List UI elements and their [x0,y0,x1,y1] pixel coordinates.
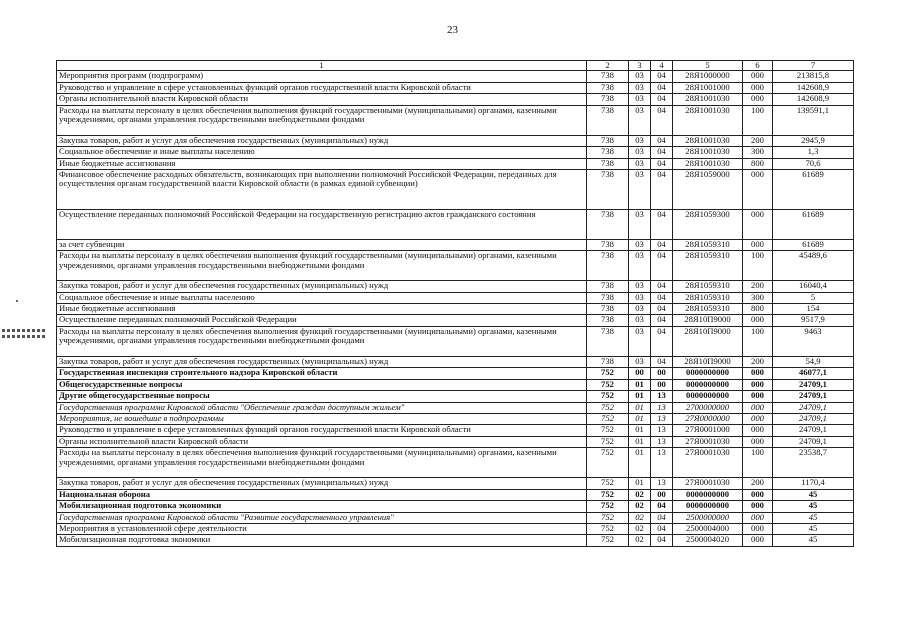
section-cell: 02 [629,535,651,546]
row-name-cell: Руководство и управление в сфере установленных функций органов государственной власти Кировской области [57,82,587,93]
table-row [57,501,854,512]
ministry-code-cell: 752 [587,414,629,425]
subsection-cell: 13 [651,402,673,413]
table-row [57,147,854,158]
section-cell: 03 [629,357,651,368]
table-row [57,251,854,281]
target-article-cell: 27Я0001000 [673,425,743,436]
target-article-cell: 0000000000 [673,489,743,500]
row-name-cell: Расходы на выплаты персоналу в целях обеспечения выполнения функций государственными (муниципальными) органами, казенными учреждениями, органами управления государственными внебюджетными фондами [57,251,587,281]
target-article-cell: 28Я1000000 [673,71,743,82]
row-name-cell: Государственная инспекция строительного надзора Кировской области [57,368,587,379]
ministry-code-cell: 738 [587,147,629,158]
section-cell: 03 [629,147,651,158]
ministry-code-cell: 752 [587,402,629,413]
page-number: 23 [447,24,458,36]
row-name-cell: Органы исполнительной власти Кировской области [57,436,587,447]
header-cell: 4 [651,61,673,71]
section-cell: 02 [629,489,651,500]
subsection-cell: 13 [651,448,673,478]
section-cell: 01 [629,391,651,402]
target-article-cell: 28Я1059310 [673,304,743,315]
row-name-cell: Государственная программа Кировской области "Развитие государственного управления" [57,512,587,523]
subsection-cell: 04 [651,326,673,356]
expense-type-cell: 000 [743,71,773,82]
subsection-cell: 00 [651,489,673,500]
expense-type-cell: 200 [743,135,773,146]
subsection-cell: 00 [651,379,673,390]
target-article-cell: 28Я1001030 [673,135,743,146]
expense-type-cell: 100 [743,448,773,478]
target-article-cell: 0000000000 [673,501,743,512]
row-name-cell: Национальная оборона [57,489,587,500]
row-name-cell: Общегосударственные вопросы [57,379,587,390]
amount-cell: 23538,7 [773,448,854,478]
subsection-cell: 04 [651,535,673,546]
table-row [57,368,854,379]
table-row [57,523,854,534]
target-article-cell: 0000000000 [673,391,743,402]
expense-type-cell: 000 [743,391,773,402]
ministry-code-cell: 752 [587,425,629,436]
target-article-cell: 28Я1059310 [673,292,743,303]
amount-cell: 142608,9 [773,82,854,93]
table-row [57,105,854,135]
expense-type-cell: 000 [743,512,773,523]
subsection-cell: 04 [651,82,673,93]
ministry-code-cell: 738 [587,94,629,105]
amount-cell: 24709,1 [773,414,854,425]
scan-speck [16,300,18,302]
amount-cell: 139591,1 [773,105,854,135]
subsection-cell: 04 [651,169,673,209]
ministry-code-cell: 752 [587,448,629,478]
expense-type-cell: 000 [743,535,773,546]
row-name-cell: Иные бюджетные ассигнования [57,304,587,315]
subsection-cell: 13 [651,414,673,425]
target-article-cell: 28Я10П9000 [673,315,743,326]
header-cell: 7 [773,61,854,71]
table-header-row [57,61,854,71]
amount-cell: 9517,9 [773,315,854,326]
expense-type-cell: 000 [743,379,773,390]
ministry-code-cell: 738 [587,169,629,209]
amount-cell: 24709,1 [773,436,854,447]
subsection-cell: 04 [651,523,673,534]
table-row [57,71,854,82]
table-row [57,357,854,368]
scan-margin-marks [2,326,46,341]
row-name-cell: Социальное обеспечение и иные выплаты населению [57,147,587,158]
table-row [57,292,854,303]
table-row [57,315,854,326]
amount-cell: 54,9 [773,357,854,368]
budget-table [56,60,854,547]
table-row [57,478,854,489]
amount-cell: 45489,6 [773,251,854,281]
section-cell: 01 [629,414,651,425]
ministry-code-cell: 738 [587,71,629,82]
target-article-cell: 28Я1059310 [673,239,743,250]
target-article-cell: 0000000000 [673,368,743,379]
ministry-code-cell: 738 [587,105,629,135]
subsection-cell: 04 [651,94,673,105]
header-cell: 5 [673,61,743,71]
section-cell: 03 [629,251,651,281]
ministry-code-cell: 738 [587,281,629,292]
row-name-cell: Расходы на выплаты персоналу в целях обеспечения выполнения функций государственными (муниципальными) органами, казенными учреждениями, органами управления государственными внебюджетными фондами [57,326,587,356]
amount-cell: 213815,8 [773,71,854,82]
amount-cell: 61689 [773,169,854,209]
expense-type-cell: 800 [743,158,773,169]
amount-cell: 1170,4 [773,478,854,489]
expense-type-cell: 000 [743,315,773,326]
section-cell: 03 [629,169,651,209]
target-article-cell: 2500004020 [673,535,743,546]
expense-type-cell: 000 [743,425,773,436]
target-article-cell: 27Я0000000 [673,414,743,425]
section-cell: 01 [629,379,651,390]
table-row [57,82,854,93]
target-article-cell: 28Я1059000 [673,169,743,209]
target-article-cell: 0000000000 [673,379,743,390]
section-cell: 03 [629,158,651,169]
subsection-cell: 04 [651,135,673,146]
ministry-code-cell: 738 [587,239,629,250]
subsection-cell: 00 [651,368,673,379]
ministry-code-cell: 752 [587,501,629,512]
row-name-cell: Мероприятия в установленной сфере деятельности [57,523,587,534]
ministry-code-cell: 752 [587,379,629,390]
expense-type-cell: 100 [743,251,773,281]
amount-cell: 45 [773,501,854,512]
target-article-cell: 2500000000 [673,512,743,523]
ministry-code-cell: 738 [587,315,629,326]
row-name-cell: Социальное обеспечение и иные выплаты населению [57,292,587,303]
row-name-cell: Закупка товаров, работ и услуг для обеспечения государственных (муниципальных) нужд [57,357,587,368]
subsection-cell: 04 [651,304,673,315]
table-row [57,281,854,292]
table-row [57,512,854,523]
section-cell: 02 [629,501,651,512]
row-name-cell: Закупка товаров, работ и услуг для обеспечения государственных (муниципальных) нужд [57,281,587,292]
section-cell: 02 [629,512,651,523]
target-article-cell: 28Я1001030 [673,158,743,169]
section-cell: 03 [629,292,651,303]
ministry-code-cell: 738 [587,251,629,281]
subsection-cell: 04 [651,315,673,326]
ministry-code-cell: 738 [587,158,629,169]
target-article-cell: 28Я1059310 [673,281,743,292]
header-cell: 2 [587,61,629,71]
amount-cell: 45 [773,489,854,500]
subsection-cell: 04 [651,251,673,281]
expense-type-cell: 000 [743,489,773,500]
row-name-cell: Расходы на выплаты персоналу в целях обеспечения выполнения функций государственными (муниципальными) органами, казенными учреждениями, органами управления государственными внебюджетными фондами [57,448,587,478]
table-row [57,379,854,390]
amount-cell: 61689 [773,239,854,250]
expense-type-cell: 000 [743,82,773,93]
ministry-code-cell: 738 [587,326,629,356]
row-name-cell: Финансовое обеспечение расходных обязательств, возникающих при выполнении полномочий Российской Федерации, переданных для осуществления органам государственной власти Кировской области (в рамках единой субвенции) [57,169,587,209]
ministry-code-cell: 738 [587,304,629,315]
expense-type-cell: 800 [743,304,773,315]
expense-type-cell: 200 [743,478,773,489]
target-article-cell: 28Я1001030 [673,105,743,135]
expense-type-cell: 000 [743,402,773,413]
row-name-cell: Другие общегосударственные вопросы [57,391,587,402]
section-cell: 03 [629,239,651,250]
expense-type-cell: 000 [743,368,773,379]
table-row [57,391,854,402]
amount-cell: 70,6 [773,158,854,169]
table-row [57,425,854,436]
subsection-cell: 04 [651,71,673,82]
target-article-cell: 27Я0001030 [673,448,743,478]
scan-mark [2,335,46,338]
expense-type-cell: 000 [743,169,773,209]
header-cell: 6 [743,61,773,71]
table-row [57,436,854,447]
ministry-code-cell: 752 [587,512,629,523]
subsection-cell: 04 [651,281,673,292]
subsection-cell: 13 [651,425,673,436]
amount-cell: 24709,1 [773,379,854,390]
row-name-cell: Иные бюджетные ассигнования [57,158,587,169]
amount-cell: 45 [773,535,854,546]
section-cell: 03 [629,315,651,326]
amount-cell: 61689 [773,209,854,239]
amount-cell: 24709,1 [773,425,854,436]
expense-type-cell: 100 [743,105,773,135]
expense-type-cell: 300 [743,292,773,303]
ministry-code-cell: 738 [587,209,629,239]
subsection-cell: 13 [651,478,673,489]
table-row [57,209,854,239]
ministry-code-cell: 752 [587,478,629,489]
section-cell: 03 [629,71,651,82]
subsection-cell: 13 [651,436,673,447]
header-cell: 1 [57,61,587,71]
expense-type-cell: 200 [743,357,773,368]
amount-cell: 45 [773,512,854,523]
row-name-cell: Государственная программа Кировской области "Обеспечение граждан доступным жильем" [57,402,587,413]
row-name-cell: Мероприятия программ (подпрограмм) [57,71,587,82]
subsection-cell: 04 [651,209,673,239]
ministry-code-cell: 752 [587,523,629,534]
table-row [57,239,854,250]
section-cell: 01 [629,478,651,489]
target-article-cell: 27Я0001030 [673,436,743,447]
table-row [57,94,854,105]
row-name-cell: Мобилизационная подготовка экономики [57,501,587,512]
table-row [57,448,854,478]
row-name-cell: Закупка товаров, работ и услуг для обеспечения государственных (муниципальных) нужд [57,135,587,146]
expense-type-cell: 100 [743,326,773,356]
row-name-cell: Осуществление переданных полномочий Российской Федерации [57,315,587,326]
table-row [57,414,854,425]
ministry-code-cell: 738 [587,82,629,93]
header-cell: 3 [629,61,651,71]
ministry-code-cell: 738 [587,357,629,368]
row-name-cell: Мобилизационная подготовка экономики [57,535,587,546]
section-cell: 03 [629,105,651,135]
section-cell: 01 [629,436,651,447]
row-name-cell: за счет субвенции [57,239,587,250]
row-name-cell: Мероприятия, не вошедшие в подпрограммы [57,414,587,425]
target-article-cell: 2700000000 [673,402,743,413]
amount-cell: 154 [773,304,854,315]
expense-type-cell: 200 [743,281,773,292]
expense-type-cell: 000 [743,414,773,425]
row-name-cell: Руководство и управление в сфере установленных функций органов государственной власти Кировской области [57,425,587,436]
ministry-code-cell: 752 [587,489,629,500]
scan-mark [2,329,46,332]
section-cell: 03 [629,326,651,356]
table-row [57,158,854,169]
subsection-cell: 04 [651,357,673,368]
expense-type-cell: 000 [743,436,773,447]
ministry-code-cell: 752 [587,535,629,546]
section-cell: 03 [629,94,651,105]
subsection-cell: 04 [651,501,673,512]
subsection-cell: 04 [651,158,673,169]
amount-cell: 5 [773,292,854,303]
ministry-code-cell: 752 [587,391,629,402]
table-row [57,135,854,146]
row-name-cell: Осуществление переданных полномочий Российской Федерации на государственную регистрацию актов гражданского состояния [57,209,587,239]
subsection-cell: 04 [651,292,673,303]
subsection-cell: 04 [651,512,673,523]
amount-cell: 45 [773,523,854,534]
table-row [57,535,854,546]
target-article-cell: 28Я1001030 [673,147,743,158]
ministry-code-cell: 738 [587,292,629,303]
section-cell: 03 [629,281,651,292]
expense-type-cell: 000 [743,501,773,512]
expense-type-cell: 000 [743,94,773,105]
section-cell: 02 [629,523,651,534]
section-cell: 00 [629,368,651,379]
subsection-cell: 04 [651,147,673,158]
expense-type-cell: 000 [743,209,773,239]
expense-type-cell: 000 [743,239,773,250]
expense-type-cell: 000 [743,523,773,534]
amount-cell: 142608,9 [773,94,854,105]
amount-cell: 16040,4 [773,281,854,292]
table-row [57,304,854,315]
section-cell: 03 [629,82,651,93]
amount-cell: 1,3 [773,147,854,158]
amount-cell: 24709,1 [773,402,854,413]
row-name-cell: Расходы на выплаты персоналу в целях обеспечения выполнения функций государственными (муниципальными) органами, казенными учреждениями, органами управления государственными внебюджетными фондами [57,105,587,135]
section-cell: 03 [629,209,651,239]
subsection-cell: 04 [651,105,673,135]
ministry-code-cell: 752 [587,436,629,447]
section-cell: 03 [629,135,651,146]
row-name-cell: Закупка товаров, работ и услуг для обеспечения государственных (муниципальных) нужд [57,478,587,489]
target-article-cell: 28Я1001030 [673,94,743,105]
table-row [57,326,854,356]
target-article-cell: 28Я10П9000 [673,326,743,356]
table-row [57,489,854,500]
section-cell: 03 [629,304,651,315]
subsection-cell: 04 [651,239,673,250]
target-article-cell: 2500004000 [673,523,743,534]
section-cell: 01 [629,425,651,436]
target-article-cell: 27Я0001030 [673,478,743,489]
amount-cell: 24709,1 [773,391,854,402]
table-row [57,402,854,413]
section-cell: 01 [629,448,651,478]
expense-type-cell: 300 [743,147,773,158]
amount-cell: 46077,1 [773,368,854,379]
ministry-code-cell: 738 [587,135,629,146]
section-cell: 01 [629,402,651,413]
row-name-cell: Органы исполнительной власти Кировской области [57,94,587,105]
table-row [57,169,854,209]
target-article-cell: 28Я1059300 [673,209,743,239]
subsection-cell: 13 [651,391,673,402]
amount-cell: 2945,9 [773,135,854,146]
target-article-cell: 28Я1001000 [673,82,743,93]
target-article-cell: 28Я1059310 [673,251,743,281]
amount-cell: 9463 [773,326,854,356]
ministry-code-cell: 752 [587,368,629,379]
target-article-cell: 28Я10П9000 [673,357,743,368]
